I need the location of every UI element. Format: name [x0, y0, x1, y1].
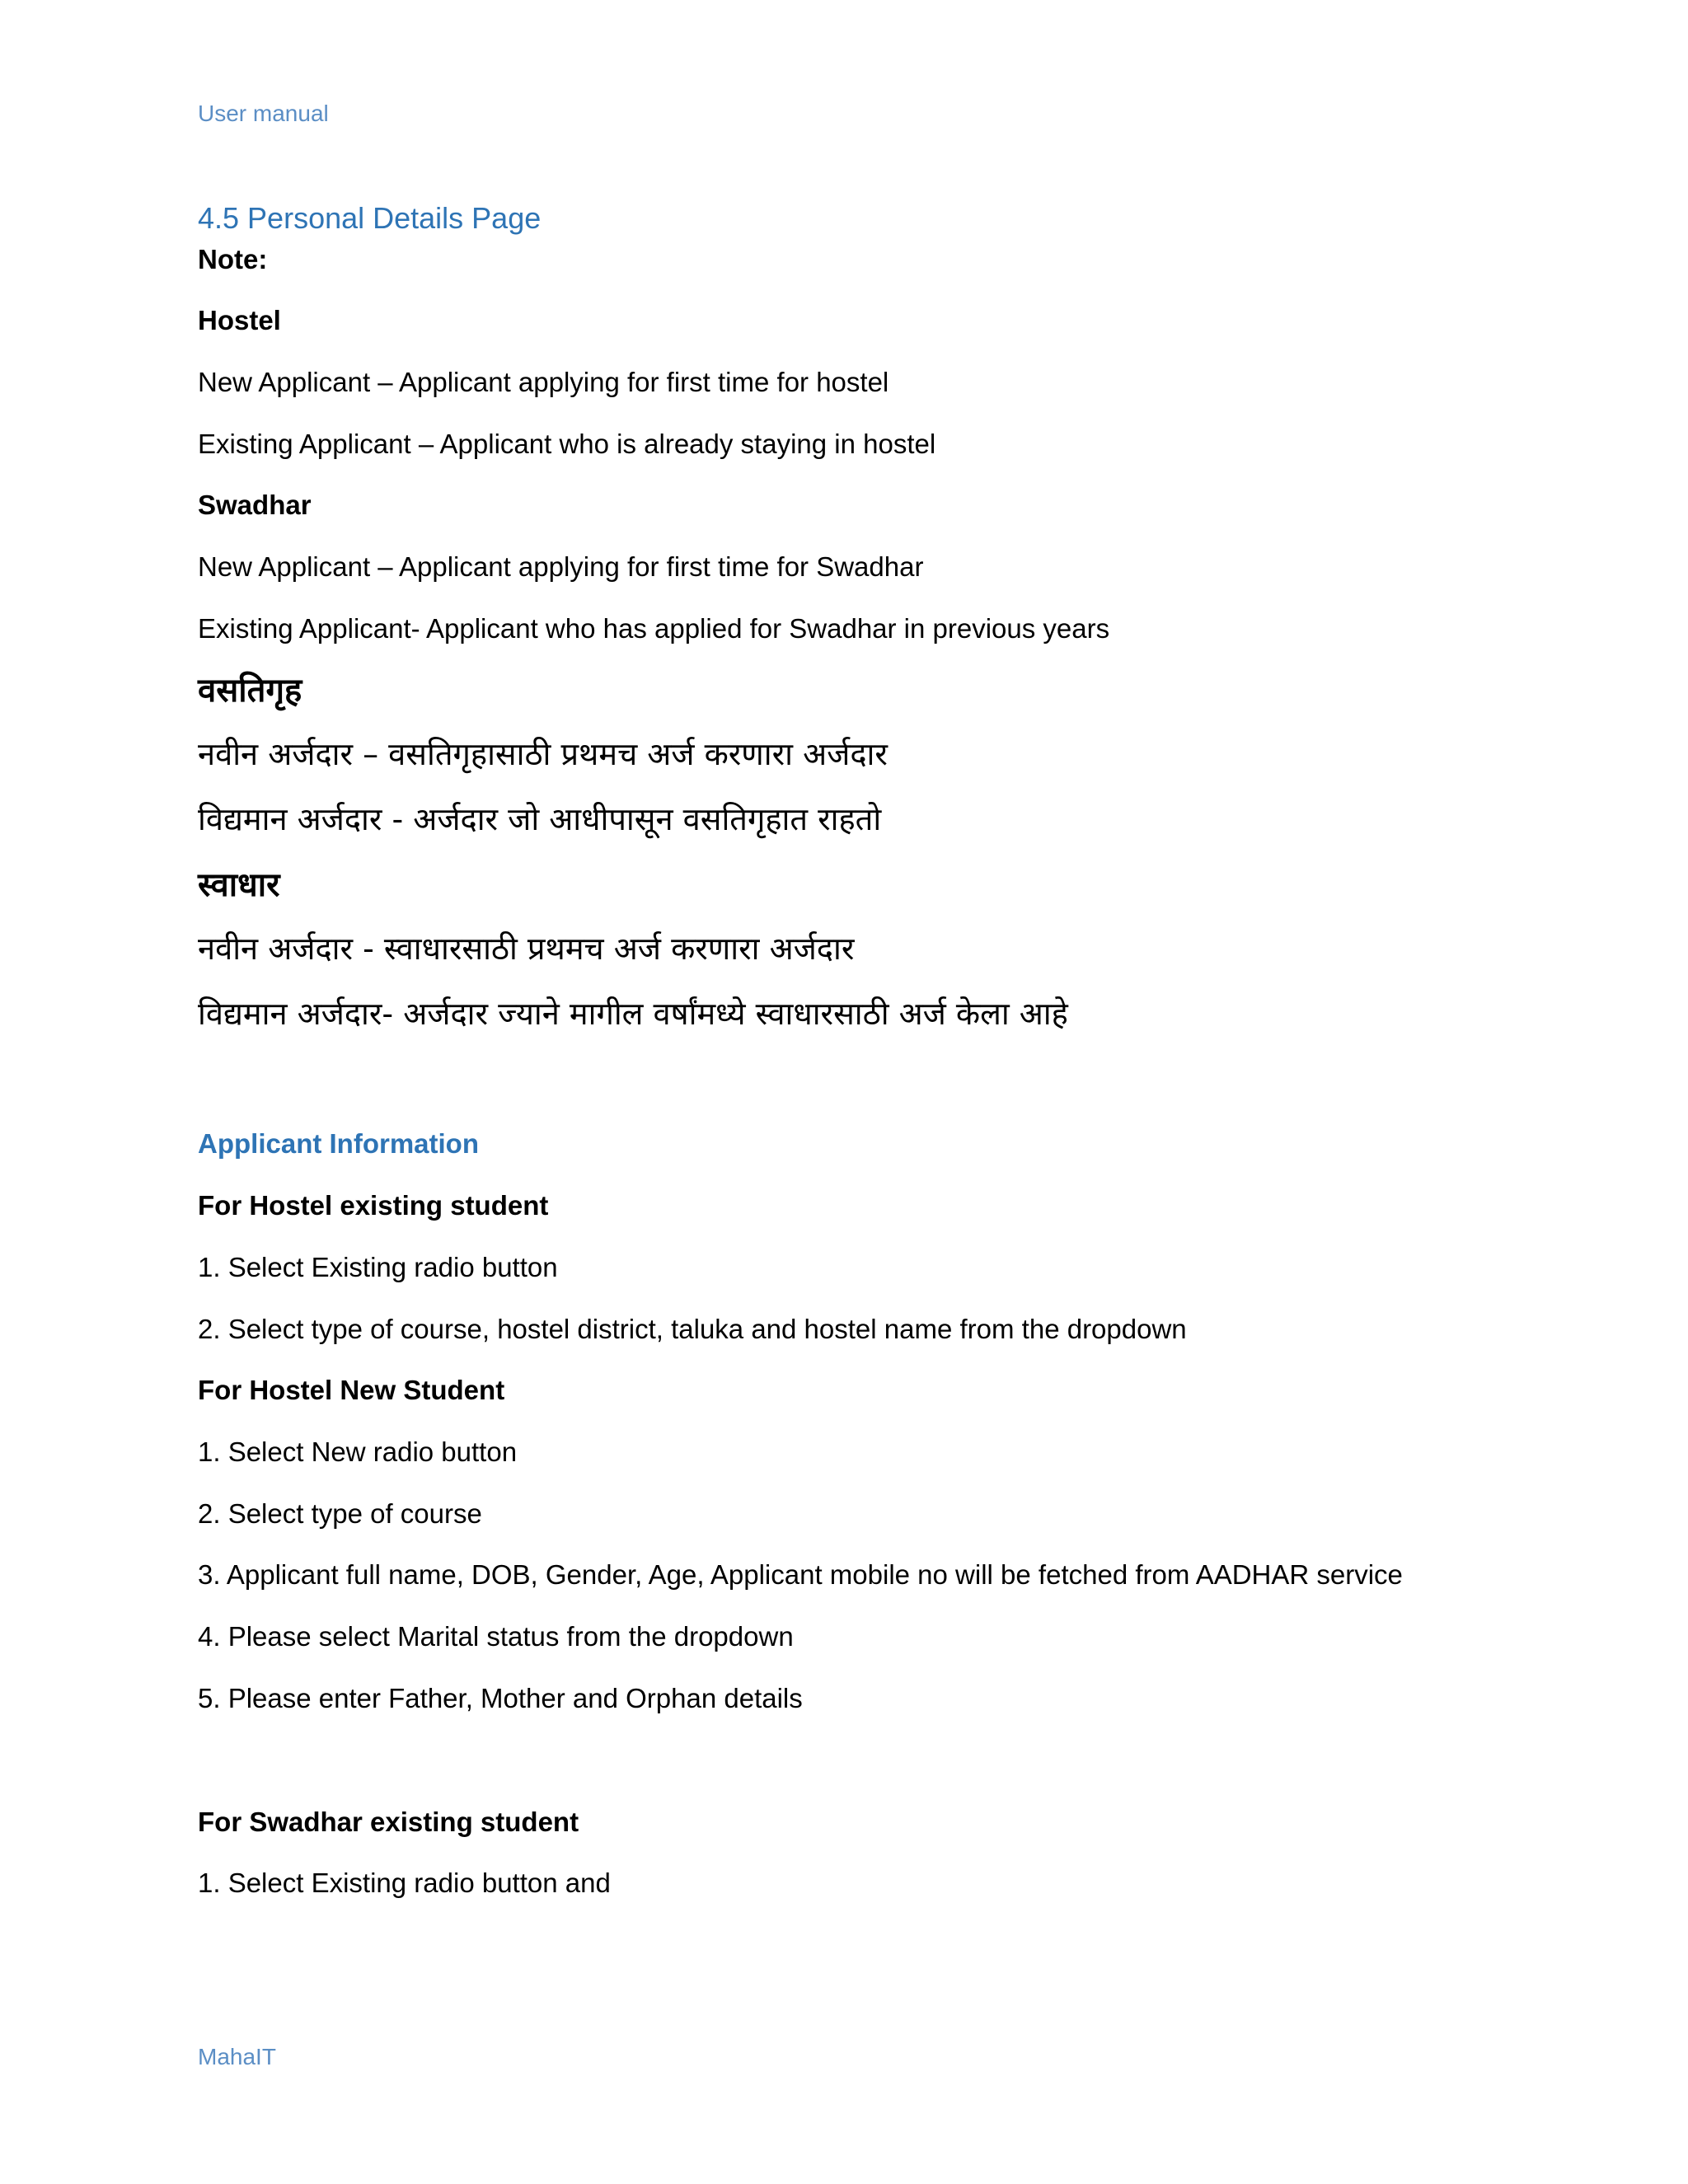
hostel-new-step-5: 5. Please enter Father, Mother and Orphan details: [198, 1683, 803, 1713]
hostel-existing-step-2: 2. Select type of course, hostel district, taluka and hostel name from the dropdown: [198, 1314, 1187, 1344]
marathi-hostel-existing: विद्यमान अर्जदार - अर्जदार जो आधीपासून वसतिगृहात राहतो: [198, 801, 882, 837]
swadhar-new-applicant: New Applicant – Applicant applying for first time for Swadhar: [198, 551, 924, 582]
hostel-new-applicant: New Applicant – Applicant applying for first time for hostel: [198, 367, 889, 397]
hostel-heading: Hostel: [198, 305, 281, 335]
swadhar-existing-step-1: 1. Select Existing radio button and: [198, 1868, 611, 1898]
running-header: User manual: [198, 101, 329, 126]
hostel-new-step-3: 3. Applicant full name, DOB, Gender, Age, Applicant mobile no will be fetched from AADHAR service: [198, 1559, 1403, 1590]
swadhar-heading: Swadhar: [198, 490, 312, 520]
marathi-hostel-heading: वसतिगृह: [198, 672, 302, 710]
marathi-swadhar-heading: स्वाधार: [198, 866, 280, 904]
hostel-existing-applicant: Existing Applicant – Applicant who is already staying in hostel: [198, 429, 936, 459]
marathi-swadhar-new: नवीन अर्जदार - स्वाधारसाठी प्रथमच अर्ज करणारा अर्जदार: [198, 930, 855, 967]
hostel-new-student-heading: For Hostel New Student: [198, 1375, 505, 1405]
hostel-new-step-1: 1. Select New radio button: [198, 1436, 518, 1467]
hostel-new-step-2: 2. Select type of course: [198, 1498, 482, 1529]
section-title: 4.5 Personal Details Page: [198, 201, 542, 235]
note-label: Note:: [198, 244, 268, 274]
swadhar-existing-student-heading: For Swadhar existing student: [198, 1807, 579, 1837]
hostel-existing-student-heading: For Hostel existing student: [198, 1190, 549, 1221]
marathi-swadhar-existing: विद्यमान अर्जदार- अर्जदार ज्याने मागील वर्षांमध्ये स्वाधारसाठी अर्ज केला आहे: [198, 996, 1068, 1032]
running-footer: MahaIT: [198, 2044, 276, 2069]
marathi-hostel-new: नवीन अर्जदार – वसतिगृहासाठी प्रथमच अर्ज करणारा अर्जदार: [198, 736, 888, 772]
swadhar-existing-applicant: Existing Applicant- Applicant who has applied for Swadhar in previous years: [198, 613, 1110, 644]
hostel-new-step-4: 4. Please select Marital status from the dropdown: [198, 1621, 794, 1652]
applicant-information-heading: Applicant Information: [198, 1128, 479, 1159]
hostel-existing-step-1: 1. Select Existing radio button: [198, 1252, 558, 1282]
